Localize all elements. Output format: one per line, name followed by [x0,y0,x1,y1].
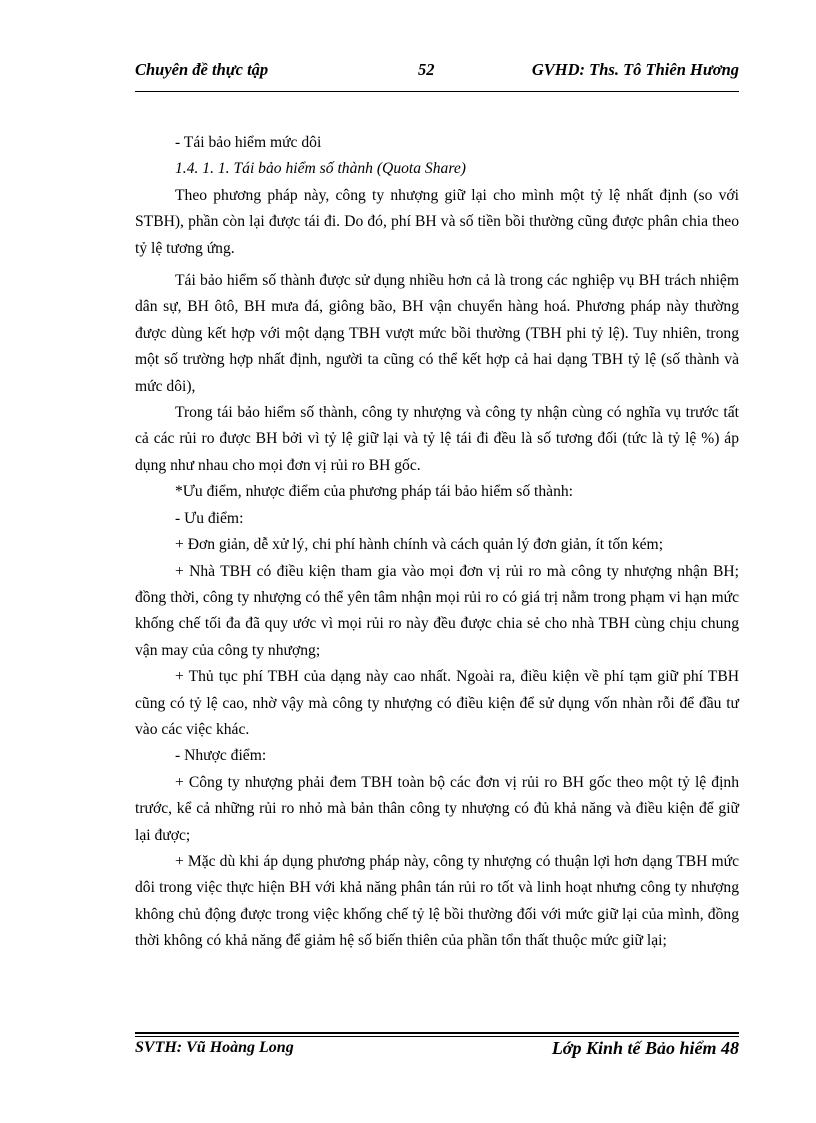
paragraph-advantage-3: + Thủ tục phí TBH của dạng này cao nhất. Ngoài ra, điều kiện về phí tạm giữ phí TBH cũng có tỷ lệ cao, nhờ vậy mà công ty nhượng có điều kiện để sử dụng vốn nhàn rỗi để đầu tư vào các việc khác. [135,668,739,738]
header-supervisor: GVHD: Ths. Tô Thiên Hương [531,60,739,79]
paragraph-quota-share-usage: Tái bảo hiểm số thành được sử dụng nhiều hơn cả là trong các nghiệp vụ BH trách nhiệm dân sự, BH ôtô, BH mưa đá, giông bão, BH vận chuyển hàng hoá. Phương pháp này thường được dùng kết hợp với một dạng TBH vượt mức bồi thường (TBH phi tỷ lệ). Tuy nhiên, trong một số trường hợp nhất định, người ta cũng có thể kết hợp cả hai dạng TBH tỷ lệ (số thành và mức dôi), [135,272,739,395]
header-page-number: 52 [418,60,435,79]
header-course-title: Chuyên đề thực tập [135,60,269,79]
footer-divider-thick [135,1032,739,1034]
list-item-excess-reinsurance: - Tái bảo hiểm mức dôi [175,134,322,151]
footer-student-name: SVTH: Vũ Hoàng Long [135,1039,294,1056]
paragraph-quota-share-obligations: Trong tái bảo hiểm số thành, công ty nhượng và công ty nhận cùng có nghĩa vụ trước tất cả các rủi ro được BH bởi vì tỷ lệ giữ lại và tỷ lệ tái đi đều là số tương đối (tức là tỷ lệ %) áp dụng như nhau cho mọi đơn vị rủi ro BH gốc. [135,404,739,474]
paragraph-advantage-2: + Nhà TBH có điều kiện tham gia vào mọi đơn vị rủi ro mà công ty nhượng nhận BH; đồng thời, công ty nhượng có thể yên tâm nhận mọi rủi ro có giá trị nằm trong phạm vi hạn mức khống chế tối đa đã quy ước vì mọi rủi ro này đều được chia sẻ cho nhà TBH cùng chịu chung vận may của công ty nhượng; [135,562,739,659]
header-divider [135,91,739,92]
paragraph-pros-cons-heading: *Ưu điểm, nhược điểm của phương pháp tái bảo hiểm số thành: [175,483,574,501]
page-body [135,130,739,955]
page-footer [135,1038,739,1064]
paragraph-disadvantage-2: + Mặc dù khi áp dụng phương pháp này, công ty nhượng có thuận lợi hơn dạng TBH mức dôi trong việc thực hiện BH với khả năng phân tán rủi ro tốt và linh hoạt nhưng công ty nhượng không chủ động được trong việc khống chế tỷ lệ bồi thường đối với mức giữ lại của mình, đồng thời không có khả năng để giảm hệ số biến thiên của phần tổn thất thuộc mức giữ lại; [135,852,739,950]
footer-class-name: Lớp Kinh tế Bảo hiểm 48 [551,1038,739,1058]
paragraph-advantage-1: + Đơn giản, dễ xử lý, chi phí hành chính và cách quản lý đơn giản, ít tốn kém; [175,536,664,554]
paragraph-disadvantage-1: + Công ty nhượng phải đem TBH toàn bộ các đơn vị rủi ro BH gốc theo một tỷ lệ định trước, kể cả những rủi ro nhỏ mà bản thân công ty nhượng có đủ khả năng và điều kiện để giữ lại được; [135,773,739,844]
page-header [135,58,739,88]
paragraph-quota-share-definition: Theo phương pháp này, công ty nhượng giữ lại cho mình một tỷ lệ nhất định (so với STBH), phần còn lại được tái đi. Do đó, phí BH và số tiền bồi thường cũng được phân chia theo tỷ lệ tương ứng. [135,186,739,257]
paragraph-disadvantages-label: - Nhược điểm: [175,747,267,765]
section-heading-quota-share: 1.4. 1. 1. Tái bảo hiểm số thành (Quota Share) [175,160,466,178]
footer-divider-thin [135,1036,739,1037]
paragraph-advantages-label: - Ưu điểm: [175,509,244,527]
